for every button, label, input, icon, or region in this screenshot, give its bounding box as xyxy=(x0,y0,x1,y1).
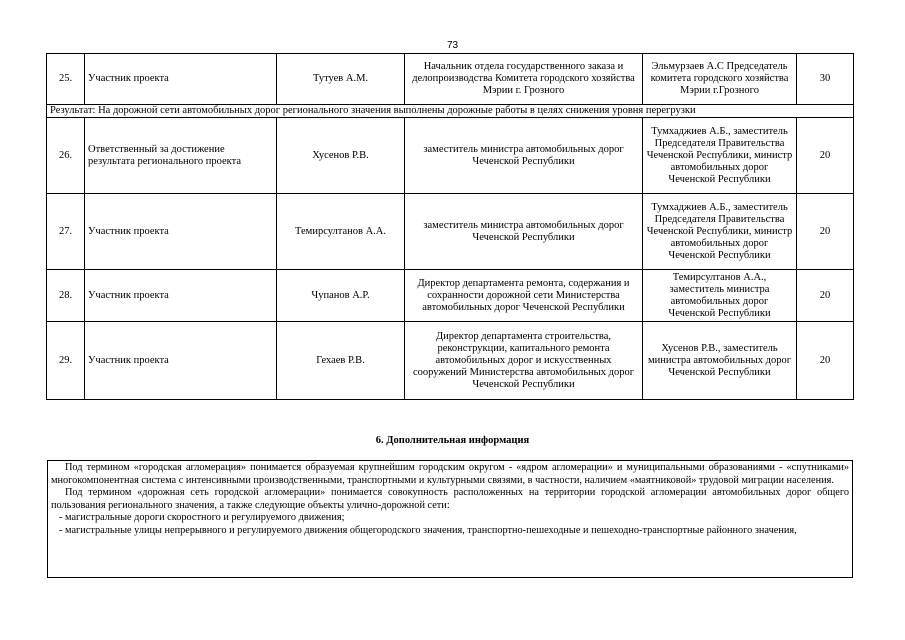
table-row xyxy=(47,118,854,194)
workload-percent: 20 xyxy=(797,322,854,400)
person-name: Тутуев А.М. xyxy=(277,54,405,105)
info-list-item: - магистральные дороги скоростного и регулируемого движения; xyxy=(59,512,345,524)
row-number: 25. xyxy=(47,54,85,105)
project-role: Участник проекта xyxy=(85,322,277,400)
table-row xyxy=(47,322,854,400)
project-role: Участник проекта xyxy=(85,194,277,270)
workload-percent: 20 xyxy=(797,118,854,194)
info-paragraph: Под термином «городская агломерация» понимается образуемая крупнейшим городским округом - «ядром агломерации» и муниципальными образованиями - «спутниками» многокомпонентная система с интенсивными производственными, транспортными и культурными связями, в частности, наличием «маятниковой» трудовой миграции населения. xyxy=(51,462,849,486)
person-position: Начальник отдела государственного заказа и делопроизводства Комитета городского хозяйства Мэрии г. Грозного xyxy=(405,54,643,105)
result-row xyxy=(47,105,854,118)
direct-supervisor: Темирсултанов А.А., заместитель министра автомобильных дорог Чеченской Республики xyxy=(643,270,797,322)
workload-percent: 20 xyxy=(797,270,854,322)
person-name: Хусенов Р.В. xyxy=(277,118,405,194)
person-position: Директор департамента строительства, реконструкции, капитального ремонта автомобильных дорог и искусственных сооружений Министерства автомобильных дорог Чеченской Республики xyxy=(405,322,643,400)
info-paragraph: Под термином «дорожная сеть городской агломерации» понимается совокупность расположенных на территории городской агломерации автомобильных дорог общего пользования регионального значения, а также следующие объекты улично-дорожной сети: xyxy=(51,487,849,511)
direct-supervisor: Эльмурзаев А.С Председатель комитета городского хозяйства Мэрии г.Грозного xyxy=(643,54,797,105)
info-list-item: - магистральные улицы непрерывного и регулируемого движения общегородского значения, транспортно-пешеходные и пешеходно-транспортные районного значения, xyxy=(59,524,797,536)
person-position: заместитель министра автомобильных дорог Чеченской Республики xyxy=(405,194,643,270)
table-row xyxy=(47,270,854,322)
direct-supervisor: Тумхаджиев А.Б., заместитель Председателя Правительства Чеченской Республики, министр автомобильных дорог Чеченской Республики xyxy=(643,118,797,194)
row-number: 26. xyxy=(47,118,85,194)
additional-info-box xyxy=(47,460,853,578)
section-title: 6. Дополнительная информация xyxy=(375,435,530,446)
person-name: Гехаев Р.В. xyxy=(277,322,405,400)
workload-percent: 30 xyxy=(797,54,854,105)
direct-supervisor: Хусенов Р.В., заместитель министра автомобильных дорог Чеченской Республики xyxy=(643,322,797,400)
project-team-table xyxy=(46,53,854,400)
project-role: Ответственный за достижение результата регионального проекта xyxy=(85,118,277,194)
page-number: 73 xyxy=(446,40,459,51)
table-row xyxy=(47,194,854,270)
table-row xyxy=(47,54,854,105)
project-role: Участник проекта xyxy=(85,270,277,322)
result-statement: Результат: На дорожной сети автомобильных дорог регионального значения выполнены дорожные работы в целях снижения уровня перегрузки xyxy=(47,105,854,118)
row-number: 28. xyxy=(47,270,85,322)
project-role: Участник проекта xyxy=(85,54,277,105)
workload-percent: 20 xyxy=(797,194,854,270)
direct-supervisor: Тумхаджиев А.Б., заместитель Председателя Правительства Чеченской Республики, министр автомобильных дорог Чеченской Республики xyxy=(643,194,797,270)
person-position: Директор департамента ремонта, содержания и сохранности дорожной сети Министерства автомобильных дорог Чеченской Республики xyxy=(405,270,643,322)
row-number: 27. xyxy=(47,194,85,270)
person-name: Чупанов А.Р. xyxy=(277,270,405,322)
person-name: Темирсултанов А.А. xyxy=(277,194,405,270)
person-position: заместитель министра автомобильных дорог Чеченской Республики xyxy=(405,118,643,194)
row-number: 29. xyxy=(47,322,85,400)
